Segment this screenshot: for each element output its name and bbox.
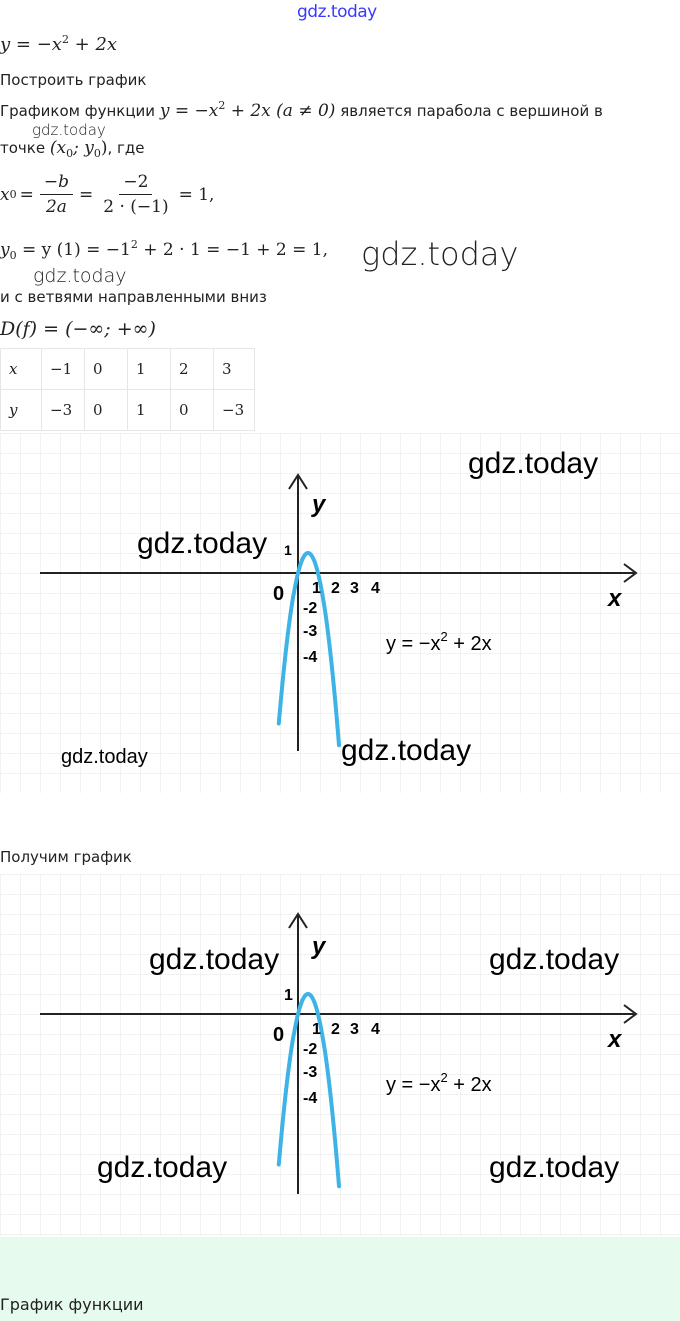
equation-exp: 2: [440, 1070, 448, 1085]
main-formula: $y = -x^2 + 2x$: [0, 33, 118, 55]
intro-part2: является парабола с вершиной в: [335, 102, 603, 120]
vertex-close: ): [100, 138, 108, 158]
fraction-2: [99, 172, 172, 217]
x-tick-label: 2: [331, 1021, 340, 1038]
y0-lhs: y: [0, 240, 10, 260]
vertex-mid: ; y: [73, 138, 94, 158]
x-axis-label: x: [608, 585, 622, 612]
x-tick-label: 1: [312, 580, 321, 597]
equation-label: [386, 1070, 492, 1096]
table-cell: 0: [85, 349, 128, 390]
y-axis-label: y: [312, 933, 326, 960]
table-cell: 2: [171, 349, 214, 390]
formula-rest: + 2x: [68, 34, 118, 55]
y0-formula: [0, 240, 328, 260]
x-tick-label: 4: [371, 1021, 380, 1038]
fraction-2-den: 2 · (−1): [103, 197, 169, 217]
x-tick-label: 1: [312, 1021, 321, 1038]
vertex-sub0: 0: [66, 147, 74, 160]
intro-func-lhs: y = −x: [159, 101, 219, 121]
x0-lhs: x: [0, 184, 10, 205]
x0-formula: x 0 = $\frac{-b}{2a}$ = $\frac{-2}{2 \cdot (-1)}$ = 1,: [0, 172, 215, 217]
formula-rhs: −x: [36, 34, 62, 55]
watermark-graph: gdz.today: [341, 734, 472, 767]
watermark-graph: gdz.today: [489, 943, 620, 976]
table-y-label: y: [1, 390, 42, 431]
x-tick-label: 4: [371, 580, 380, 597]
table-row: [1, 390, 255, 431]
intro-func-rest: + 2x (a ≠ 0): [225, 101, 336, 121]
intro-func-exp: 2: [218, 99, 226, 112]
equation-main: y = −x: [386, 633, 441, 655]
formula-lhs: y: [0, 34, 11, 55]
y0-rest: + 2 · 1 = −1 + 2 = 1,: [137, 240, 329, 260]
vertex-open: (x: [49, 138, 67, 158]
table-cell: 1: [128, 390, 171, 431]
y-tick-label: -4: [303, 649, 318, 666]
y-one-label: 1: [284, 987, 293, 1004]
fraction-1: [40, 172, 73, 217]
result-label: Получим график: [0, 848, 132, 866]
origin-label: 0: [273, 583, 285, 605]
watermark-graph: gdz.today: [489, 1151, 620, 1184]
y-axis-label: y: [312, 491, 326, 518]
values-table: [0, 348, 255, 431]
watermark-graph: gdz.today: [468, 447, 599, 480]
y-one-label: 1: [284, 542, 292, 558]
branches-text: и с ветвями направленными вниз: [0, 288, 267, 306]
watermark-graph: gdz.today: [137, 527, 268, 560]
watermark-small-2: gdz.today: [33, 265, 127, 287]
y-tick-label: -4: [303, 1090, 318, 1107]
intro-line2-start: точке: [0, 139, 50, 157]
y0-sub: 0: [9, 249, 17, 262]
y-tick-label: -3: [303, 1064, 318, 1081]
table-x-label: x: [1, 349, 42, 390]
intro-line2-end: , где: [107, 139, 145, 157]
table-cell: −1: [42, 349, 85, 390]
y-tick-label: -3: [303, 623, 318, 640]
x-tick-label: 3: [350, 580, 359, 597]
table-cell: −3: [42, 390, 85, 431]
header-watermark[interactable]: gdz.today: [297, 2, 377, 22]
watermark-graph: gdz.today: [97, 1151, 228, 1184]
y-tick-label: -2: [303, 600, 318, 617]
table-cell: 0: [85, 390, 128, 431]
table-cell: 1: [128, 349, 171, 390]
footer-title: График функции: [0, 1295, 144, 1314]
equation-main: y = −x: [386, 1074, 441, 1096]
graph-1: [0, 433, 680, 793]
x-tick-label: 2: [331, 580, 340, 597]
y-tick-label: -2: [303, 1041, 318, 1058]
fraction-1-num: −b: [40, 172, 73, 195]
intro-line-2: [0, 138, 145, 158]
origin-label: 0: [273, 1024, 285, 1046]
graph-2: [0, 874, 680, 1236]
x-axis-label: x: [608, 1026, 622, 1053]
intro-part1: Графиком функции: [0, 102, 160, 120]
watermark-large-1: gdz.today: [361, 235, 519, 273]
equation-exp: 2: [440, 629, 448, 644]
x-tick-label: 3: [350, 1021, 359, 1038]
equation-rest: + 2x: [447, 633, 492, 655]
table-cell: 0: [171, 390, 214, 431]
table-cell: −3: [214, 390, 255, 431]
fraction-2-num: −2: [119, 172, 152, 195]
formula-exp: 2: [61, 33, 69, 46]
table-row: [1, 349, 255, 390]
watermark-graph: gdz.today: [61, 746, 148, 768]
equation-label: [386, 629, 492, 655]
vertex-sub1: 0: [93, 147, 101, 160]
task-heading: Построить график: [0, 71, 147, 89]
domain-formula: D(f) = (−∞; +∞): [0, 318, 156, 340]
y0-exp: 2: [130, 238, 138, 251]
intro-line-1: [0, 101, 603, 121]
fraction-1-den: 2a: [45, 197, 67, 217]
y0-text: = y (1) = −1: [22, 240, 131, 260]
watermark-small-1: gdz.today: [32, 121, 106, 139]
x0-result: = 1,: [178, 184, 215, 205]
equation-rest: + 2x: [447, 1074, 492, 1096]
watermark-graph: gdz.today: [149, 943, 280, 976]
table-cell: 3: [214, 349, 255, 390]
